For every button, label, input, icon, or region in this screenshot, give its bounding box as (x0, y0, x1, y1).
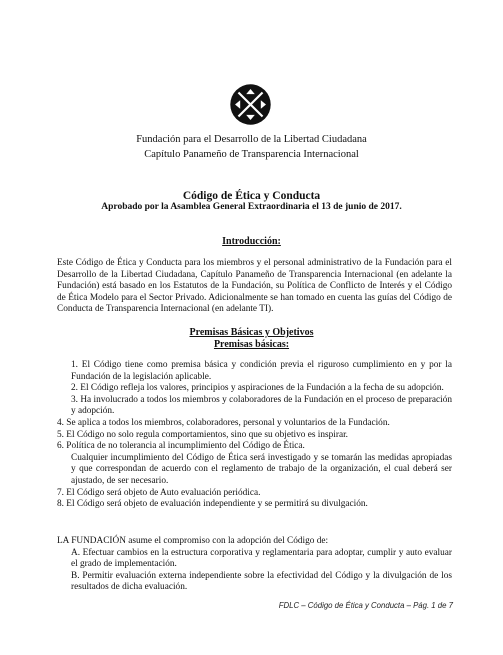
list-item: B. Permitir evaluación externa independiente sobre la efectividad del Código y la divulgación de los resultados de dicha evaluación. (71, 570, 452, 593)
list-item: 6. Política de no tolerancia al incumplimiento del Código de Ética. (57, 441, 305, 452)
premises-heading: Premisas Básicas y Objetivos (189, 327, 314, 338)
foundation-logo-icon (229, 83, 272, 126)
page-footer: FDLC – Código de Ética y Conducta – Pág. 1 de 7 (278, 601, 453, 610)
list-item: 3. Ha involucrado a todos los miembros y colaboradores de la Fundación en el proceso de preparación y adopción. (71, 394, 452, 417)
list-item: 4. Se aplica a todos los miembros, colaboradores, personal y voluntarios de la Fundación. (57, 417, 390, 428)
list-item: 7. El Código será objeto de Auto evaluación periódica. (57, 487, 261, 498)
commitment-intro: LA FUNDACIÓN asume el compromiso con la adopción del Código de: (57, 536, 329, 546)
list-item: 5. El Código no solo regula comportamientos, sino que su objetivo es inspirar. (57, 429, 349, 440)
list-item: 1. El Código tiene como premisa básica y condición previa el riguroso cumplimiento en y por la Fundación de la legislación aplicable. (71, 360, 452, 382)
commitment-section (57, 536, 452, 594)
intro-paragraph: Este Código de Ética y Conducta para los miembros y el personal administrativo de la Fundación para el Desarrollo de la Libertad Ciudadana, Capítulo Panameño de Transparencia Internacional (en adelante la Fundación) está basado en los Estatutos de la Fundación, su Política de Conflicto de Interés y el Código de Ética Modelo para el Sector Privado. Adicionalmente se han tomado en cuenta las guías del Código de Conducta de Transparencia Internacional (en adelante TI). (57, 258, 452, 315)
org-name-line2: Capítulo Panameño de Transparencia Internacional (144, 149, 359, 160)
list-item: Cualquier incumplimiento del Código de Ética será investigado y se tomarán las medidas apropiadas y que correspondan de acuerdo con el reglamento de trabajo de la organización, el cual deberá ser ajustado, de ser necesario. (71, 452, 452, 486)
document-title: Código de Ética y Conducta (182, 190, 321, 202)
premises-list (57, 360, 452, 511)
intro-heading: Introducción: (222, 236, 281, 247)
list-item: 2. El Código refleja los valores, principios y aspiraciones de la Fundación a la fecha de su adopción. (71, 383, 444, 394)
org-name-line1: Fundación para el Desarrollo de la Libertad Ciudadana (136, 134, 367, 145)
document-subtitle: Aprobado por la Asamblea General Extraordinaria el 13 de junio de 2017. (101, 202, 402, 212)
premises-subheading: Premisas básicas: (213, 339, 290, 350)
list-item: A. Efectuar cambios en la estructura corporativa y reglamentaria para adoptar, cumplir y auto evaluar el grado de implementación. (71, 547, 452, 570)
list-item: 8. El Código será objeto de evaluación independiente y se permitirá su divulgación. (57, 499, 368, 510)
